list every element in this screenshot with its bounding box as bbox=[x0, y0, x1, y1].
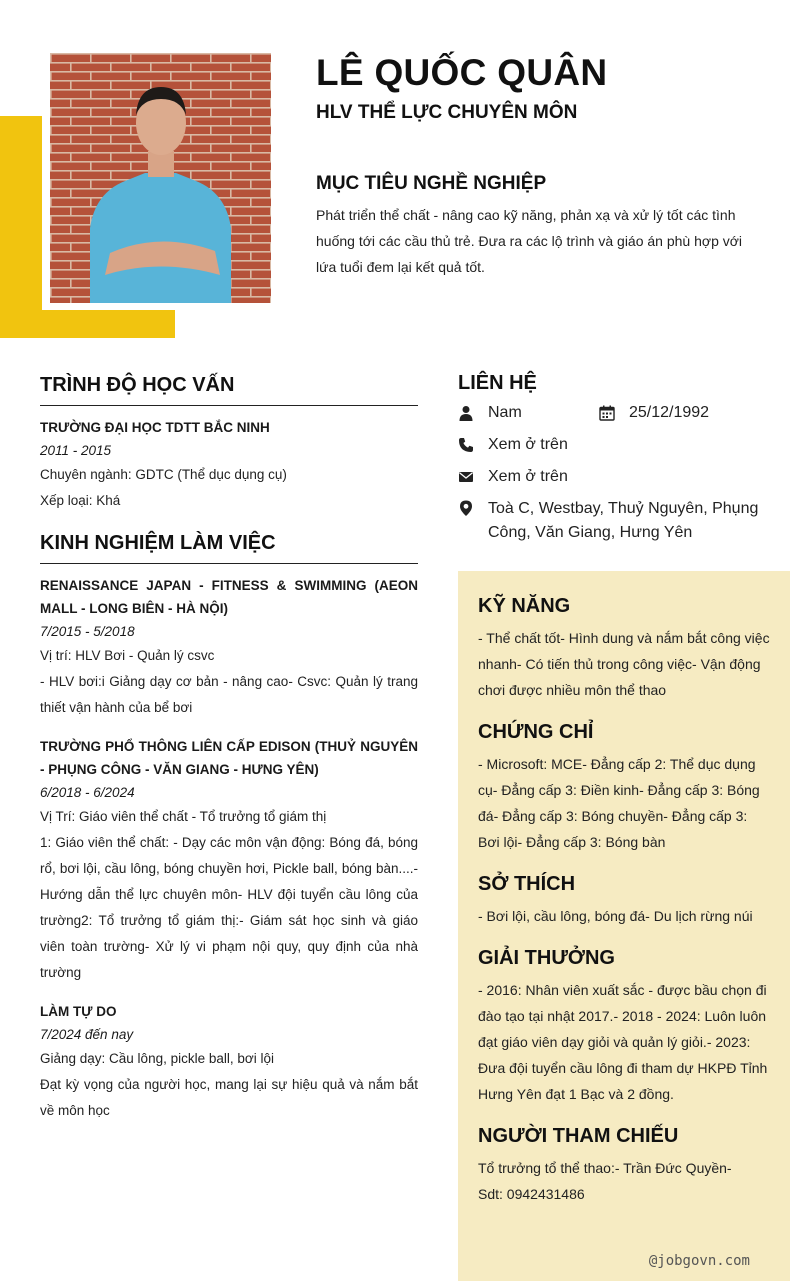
hobbies-text: - Bơi lội, cầu lông, bóng đá- Du lịch rừng núi bbox=[478, 908, 753, 924]
experience-entry bbox=[40, 735, 418, 986]
contact-section bbox=[458, 372, 778, 547]
experience-description: Đạt kỳ vọng của người học, mang lại sự hiệu quả và nắm bắt về môn học bbox=[40, 1077, 418, 1118]
awards-heading: GIẢI THƯỞNG bbox=[478, 947, 615, 969]
experience-position: Vị Trí: Giáo viên thể chất - Tổ trưởng tổ giám thị bbox=[40, 809, 327, 824]
references-text: Tổ trưởng tổ thể thao:- Trần Đức Quyền- Sdt: 0942431486 bbox=[478, 1160, 732, 1202]
job-title: HLV THỂ LỰC CHUYÊN MÔN bbox=[316, 102, 578, 123]
references-heading: NGƯỜI THAM CHIẾU bbox=[478, 1125, 679, 1147]
contact-gender: Nam bbox=[488, 404, 522, 421]
experience-entry bbox=[40, 1000, 418, 1124]
experience-position: Giảng dạy: Cầu lông, pickle ball, bơi lội bbox=[40, 1051, 274, 1066]
experience-company: RENAISSANCE JAPAN - FITNESS & SWIMMING (AEON MALL - LONG BIÊN - HÀ NỘI) bbox=[40, 578, 418, 616]
education-major: Chuyên ngành: GDTC (Thể dục dụng cụ) bbox=[40, 467, 287, 482]
education-heading: TRÌNH ĐỘ HỌC VẤN bbox=[40, 374, 418, 406]
skills-section bbox=[478, 593, 770, 703]
contact-row-email bbox=[458, 465, 778, 497]
accent-bar-vertical bbox=[0, 116, 42, 338]
contact-row-address bbox=[458, 497, 778, 547]
education-entry bbox=[40, 416, 418, 514]
skills-text: - Thể chất tốt- Hình dung và nắm bắt công việc nhanh- Có tiến thủ trong công việc- Vận động chơi được nhiều môn thể thao bbox=[478, 630, 770, 698]
candidate-name: LÊ QUỐC QUÂN bbox=[316, 52, 608, 93]
profile-photo bbox=[50, 53, 271, 303]
experience-description: 1: Giáo viên thể chất: - Dạy các môn vận động: Bóng đá, bóng rổ, bơi lội, cầu lông, bóng chuyền hơi, Pickle ball, bóng bàn....- Hướng dẫn thể lực chuyên môn- HLV đội tuyển cầu lông của trường2: Tổ trưởng tổ giám thị:- Giám sát học sinh và giáo viên toàn trường- Xử lý vi phạm nội quy, quy định của nhà trường bbox=[40, 835, 418, 980]
experience-position: Vị trí: HLV Bơi - Quản lý csvc bbox=[40, 648, 215, 663]
contact-row-gender-birthday bbox=[458, 401, 778, 433]
experience-description: - HLV bơi:i Giảng dạy cơ bản - nâng cao- Csvc: Quản lý trang thiết vận hành của bể bơi bbox=[40, 674, 418, 715]
email-icon bbox=[458, 469, 474, 485]
experience-date: 6/2018 - 6/2024 bbox=[40, 785, 135, 800]
experience-company: TRƯỜNG PHỔ THÔNG LIÊN CẤP EDISON (THUỶ NGUYÊN - PHỤNG CÔNG - VĂN GIANG - HƯNG YÊN) bbox=[40, 739, 418, 777]
objective-text: Phát triển thể chất - nâng cao kỹ năng, phản xạ và xử lý tốt các tình huống tới các cầu thủ trẻ. Đưa ra các lộ trình và giáo án phù hợp với lứa tuổi đem lại kết quả tốt. bbox=[316, 207, 743, 275]
education-date: 2011 - 2015 bbox=[40, 443, 112, 458]
contact-birthday: 25/12/1992 bbox=[629, 404, 710, 421]
calendar-icon bbox=[599, 405, 615, 421]
experience-date: 7/2015 - 5/2018 bbox=[40, 624, 135, 639]
person-icon bbox=[458, 405, 474, 421]
hobbies-heading: SỞ THÍCH bbox=[478, 873, 576, 895]
objective-heading: MỤC TIÊU NGHỀ NGHIỆP bbox=[316, 173, 547, 194]
certificates-text: - Microsoft: MCE- Đẳng cấp 2: Thể dục dụng cụ- Đẳng cấp 3: Điền kinh- Đẳng cấp 3: Bóng đá- Đẳng cấp 3: Bóng chuyền- Đẳng cấp 3: Bơi lội- Đẳng cấp 3: Bóng bàn bbox=[478, 756, 760, 850]
experience-heading: KINH NGHIỆM LÀM VIỆC bbox=[40, 532, 418, 564]
skills-heading: KỸ NĂNG bbox=[478, 595, 571, 617]
experience-entry bbox=[40, 574, 418, 721]
contact-phone: Xem ở trên bbox=[488, 436, 568, 453]
hobbies-section bbox=[478, 871, 770, 929]
experience-company: LÀM TỰ DO bbox=[40, 1004, 117, 1019]
contact-address: Toà C, Westbay, Thuỷ Nguyên, Phụng Công, Văn Giang, Hưng Yên bbox=[488, 500, 759, 541]
left-column bbox=[40, 374, 418, 1124]
experience-date: 7/2024 đến nay bbox=[40, 1027, 134, 1042]
accent-bar-horizontal bbox=[0, 310, 175, 338]
education-school: TRƯỜNG ĐẠI HỌC TDTT BẮC NINH bbox=[40, 420, 270, 435]
awards-text: - 2016: Nhân viên xuất sắc - được bầu chọn đi đào tạo tại nhật 2017.- 2018 - 2024: Luôn luôn đạt giáo viên dạy giỏi và quản lý giỏi.- 2023: Đưa đội tuyển cầu lông đi tham dự HKPĐ Tỉnh Hưng Yên đạt 1 Bạc và 2 đồng. bbox=[478, 982, 768, 1102]
contact-row-phone bbox=[458, 433, 778, 465]
phone-icon bbox=[458, 437, 474, 453]
location-pin-icon bbox=[458, 499, 474, 517]
contact-email: Xem ở trên bbox=[488, 468, 568, 485]
references-section bbox=[478, 1123, 770, 1207]
awards-section bbox=[478, 945, 770, 1107]
certificates-section bbox=[478, 719, 770, 855]
education-grade: Xếp loại: Khá bbox=[40, 493, 121, 508]
contact-heading: LIÊN HỆ bbox=[458, 372, 537, 394]
right-sidebar-panel bbox=[458, 571, 790, 1281]
watermark: @jobgovn.com bbox=[648, 1253, 750, 1269]
certificates-heading: CHỨNG CHỈ bbox=[478, 721, 594, 743]
